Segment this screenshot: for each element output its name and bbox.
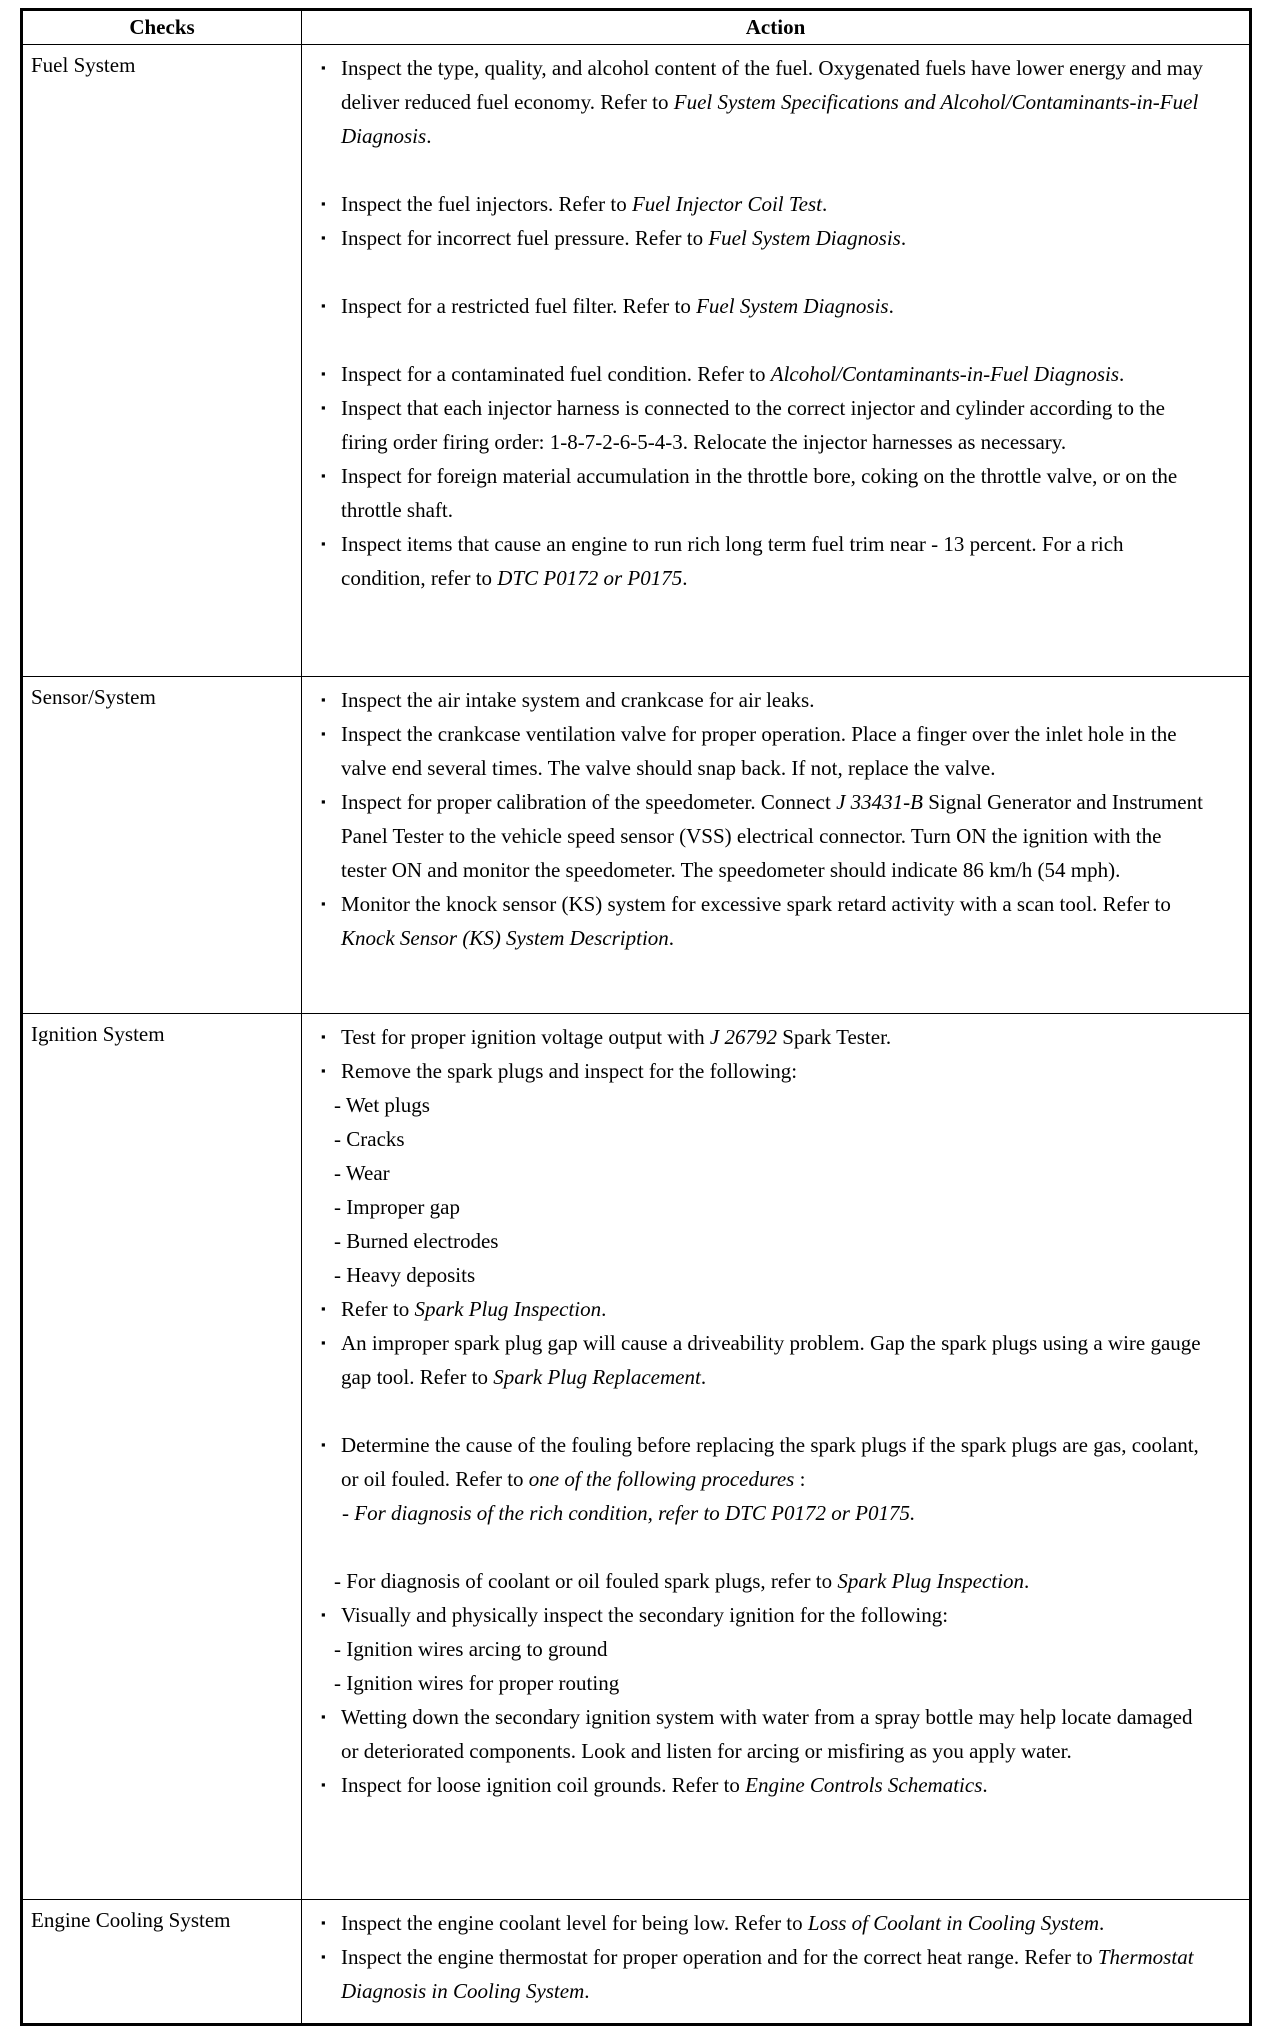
action-item: ▪ Wetting down the secondary ignition system with water from a spray bottle may help locate damaged or deteriorated components. Look and listen for arcing or misfiring as you apply water. (312, 1700, 1209, 1768)
checks-actions-table (20, 8, 1252, 2026)
action-subitem: - Improper gap (312, 1190, 1209, 1224)
action-item: ▪ Refer to Spark Plug Inspection. (312, 1292, 1209, 1326)
action-list (312, 1020, 1209, 1802)
check-fuel-system: Fuel System (22, 45, 302, 677)
table-row-ignition-system (22, 1014, 1251, 1900)
action-list (312, 1906, 1209, 2008)
table-row-engine-cooling-system (22, 1900, 1251, 2025)
header-checks: Checks (22, 10, 302, 45)
check-engine-cooling-system: Engine Cooling System (22, 1900, 302, 2025)
action-subitem: - Burned electrodes (312, 1224, 1209, 1258)
action-subitem: - Wear (312, 1156, 1209, 1190)
action-cell (302, 677, 1251, 1014)
action-item: ▪ Inspect for a contaminated fuel condition. Refer to Alcohol/Contaminants-in-Fuel Diagnosis. (312, 357, 1209, 391)
action-item: ▪ Inspect the type, quality, and alcohol content of the fuel. Oxygenated fuels have lower energy and may deliver reduced fuel economy. Refer to Fuel System Specifications and Alcohol/Contaminants-in-Fuel Diagnosis. (312, 51, 1209, 153)
action-cell (302, 1900, 1251, 2025)
action-list (312, 51, 1209, 595)
action-item: ▪ Remove the spark plugs and inspect for the following: (312, 1054, 1209, 1088)
document-page (20, 8, 1252, 2026)
check-sensor-system: Sensor/System (22, 677, 302, 1014)
action-item: ▪ Monitor the knock sensor (KS) system for excessive spark retard activity with a scan tool. Refer to Knock Sensor (KS) System Description. (312, 887, 1209, 955)
action-item: ▪ Inspect the engine thermostat for proper operation and for the correct heat range. Refer to Thermostat Diagnosis in Cooling System. (312, 1940, 1209, 2008)
action-list (312, 683, 1209, 955)
action-item: ▪ Inspect the air intake system and crankcase for air leaks. (312, 683, 1209, 717)
header-action: Action (302, 10, 1251, 45)
check-ignition-system: Ignition System (22, 1014, 302, 1900)
table-row-fuel-system (22, 45, 1251, 677)
action-item: ▪ Inspect for incorrect fuel pressure. Refer to Fuel System Diagnosis. (312, 221, 1209, 255)
action-item: ▪ Inspect that each injector harness is connected to the correct injector and cylinder according to the firing order firing order: 1-8-7-2-6-5-4-3. Relocate the injector harnesses as necessary. (312, 391, 1209, 459)
action-cell (302, 1014, 1251, 1900)
action-subitem: - Heavy deposits (312, 1258, 1209, 1292)
action-item: ▪ Inspect for loose ignition coil grounds. Refer to Engine Controls Schematics. (312, 1768, 1209, 1802)
action-subitem: - For diagnosis of coolant or oil fouled spark plugs, refer to Spark Plug Inspection. (312, 1564, 1209, 1598)
action-item: ▪ Visually and physically inspect the secondary ignition for the following: (312, 1598, 1209, 1632)
action-subitem: - Ignition wires arcing to ground (312, 1632, 1209, 1666)
action-item: ▪ Test for proper ignition voltage output with J 26792 Spark Tester. (312, 1020, 1209, 1054)
action-item: ▪ Inspect the fuel injectors. Refer to Fuel Injector Coil Test. (312, 187, 1209, 221)
action-item: ▪ Inspect the engine coolant level for being low. Refer to Loss of Coolant in Cooling System. (312, 1906, 1209, 1940)
action-subitem: - For diagnosis of the rich condition, refer to DTC P0172 or P0175. (312, 1496, 1209, 1530)
action-subitem: - Wet plugs (312, 1088, 1209, 1122)
action-item: ▪ Inspect the crankcase ventilation valve for proper operation. Place a finger over the inlet hole in the valve end several times. The valve should snap back. If not, replace the valve. (312, 717, 1209, 785)
table-header-row (22, 10, 1251, 45)
action-subitem: - Cracks (312, 1122, 1209, 1156)
table-row-sensor-system (22, 677, 1251, 1014)
action-item: ▪ An improper spark plug gap will cause a driveability problem. Gap the spark plugs using a wire gauge gap tool. Refer to Spark Plug Replacement. (312, 1326, 1209, 1394)
action-subitem: - Ignition wires for proper routing (312, 1666, 1209, 1700)
action-item: ▪ Inspect items that cause an engine to run rich long term fuel trim near - 13 percent. For a rich condition, refer to DTC P0172 or P0175. (312, 527, 1209, 595)
action-cell (302, 45, 1251, 677)
action-item: ▪ Inspect for proper calibration of the speedometer. Connect J 33431-B Signal Generator and Instrument Panel Tester to the vehicle speed sensor (VSS) electrical connector. Turn ON the ignition with the tester ON and monitor the speedometer. The speedometer should indicate 86 km/h (54 mph). (312, 785, 1209, 887)
action-item: ▪ Inspect for foreign material accumulation in the throttle bore, coking on the throttle valve, or on the throttle shaft. (312, 459, 1209, 527)
action-item: ▪ Inspect for a restricted fuel filter. Refer to Fuel System Diagnosis. (312, 289, 1209, 323)
action-item: ▪ Determine the cause of the fouling before replacing the spark plugs if the spark plugs are gas, coolant, or oil fouled. Refer to one of the following procedures : (312, 1428, 1209, 1496)
